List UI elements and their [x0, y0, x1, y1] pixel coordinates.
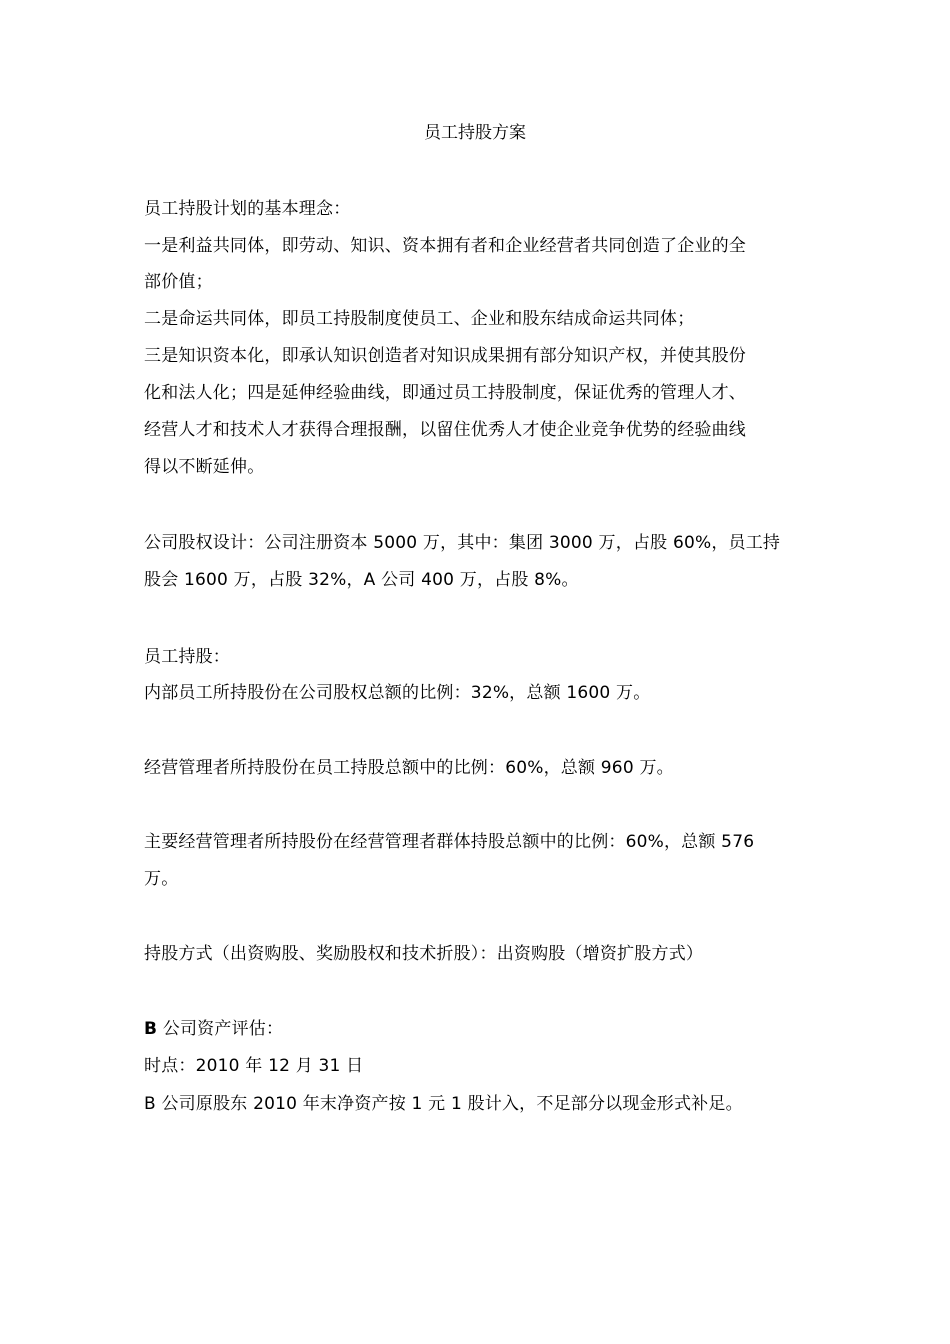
valuation-rule: B 公司原股东 2010 年末净资产按 1 元 1 股计入，不足部分以现金形式补足。 [144, 1094, 743, 1114]
philosophy-heading: 员工持股计划的基本理念： [144, 199, 351, 219]
philosophy-line: 部价值； [144, 272, 213, 292]
equity-design-line: 股会 1600 万，占股 32%，A 公司 400 万，占股 8%。 [144, 570, 579, 590]
valuation-time-point: 时点：2010 年 12 月 31 日 [144, 1056, 364, 1076]
asset-valuation-heading-rest: 公司资产评估： [157, 1019, 284, 1039]
key-manager-ratio-line: 万。 [144, 869, 179, 889]
equity-design-line: 公司股权设计：公司注册资本 5000 万，其中：集团 3000 万，占股 60%，员工持 [144, 533, 781, 553]
philosophy-line: 得以不断延伸。 [144, 457, 265, 477]
philosophy-line: 一是利益共同体，即劳动、知识、资本拥有者和企业经营者共同创造了企业的全 [144, 236, 746, 256]
philosophy-line: 化和法人化；四是延伸经验曲线，即通过员工持股制度，保证优秀的管理人才、 [144, 383, 746, 403]
employee-holding-heading: 员工持股： [144, 647, 230, 667]
philosophy-line: 经营人才和技术人才获得合理报酬，以留住优秀人才使企业竞争优势的经验曲线 [144, 420, 746, 440]
holding-method: 持股方式（出资购股、奖励股权和技术折股）：出资购股（增资扩股方式） [144, 944, 704, 964]
asset-valuation-heading [144, 1017, 283, 1041]
philosophy-line: 三是知识资本化，即承认知识创造者对知识成果拥有部分知识产权，并使其股份 [144, 346, 746, 366]
philosophy-line: 二是命运共同体，即员工持股制度使员工、企业和股东结成命运共同体； [144, 309, 695, 329]
asset-valuation-heading-lead: B [144, 1019, 158, 1039]
document-title: 员工持股方案 [424, 123, 526, 143]
manager-ratio: 经营管理者所持股份在员工持股总额中的比例：60%，总额 960 万。 [144, 758, 674, 778]
internal-employee-ratio: 内部员工所持股份在公司股权总额的比例：32%，总额 1600 万。 [144, 683, 651, 703]
key-manager-ratio-line: 主要经营管理者所持股份在经营管理者群体持股总额中的比例：60%，总额 576 [144, 832, 755, 852]
